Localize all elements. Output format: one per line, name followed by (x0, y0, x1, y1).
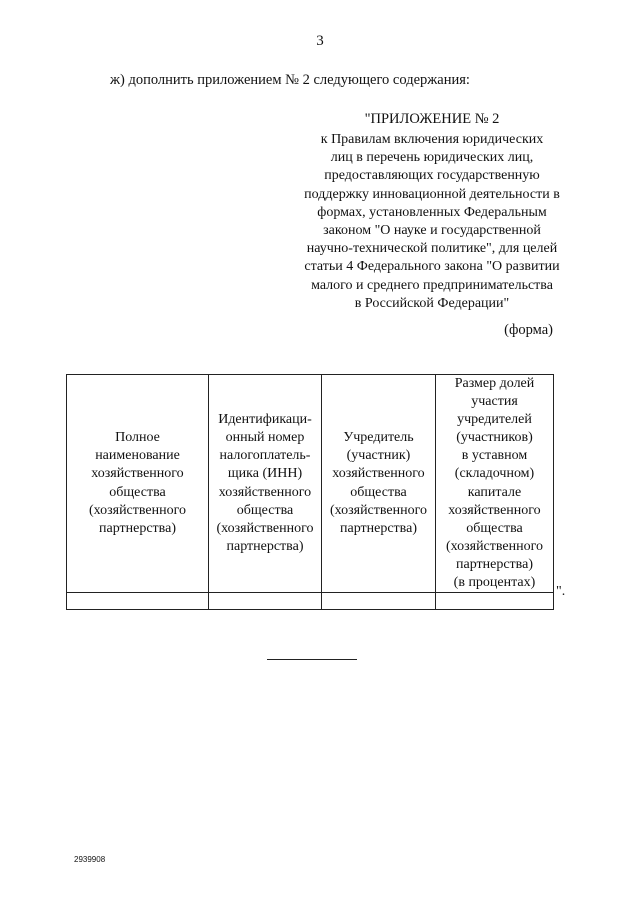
appendix-subtitle-line: лиц в перечень юридических лиц, (330, 150, 534, 166)
header-cell-inn (209, 375, 322, 593)
header-line: налогоплатель- (219, 448, 311, 464)
header-line: (хозяйственного (445, 538, 544, 554)
document-code: 2939908 (74, 855, 106, 864)
header-line: наименование (95, 448, 180, 464)
table-cell (322, 593, 436, 610)
header-line: Идентификаци- (218, 412, 312, 428)
table-cell (67, 593, 209, 610)
appendix-subtitle-line: к Правилам включения юридических (320, 132, 544, 147)
header-line: (хозяйственного (88, 502, 187, 518)
header-line: Полное (115, 430, 160, 446)
header-line: хозяйственного (332, 466, 425, 482)
header-line: щика (ИНН) (227, 466, 303, 482)
appendix-subtitle-line: научно-технической политике", для целей (306, 241, 558, 257)
appendix-subtitle-line: предоставляющих государственную (324, 168, 540, 184)
header-line: учредителей (457, 412, 532, 428)
header-cell-founder (322, 375, 436, 593)
header-line: партнерства) (99, 520, 176, 536)
header-line: хозяйственного (448, 502, 541, 518)
table-empty-row (67, 593, 554, 610)
header-line: участия (471, 394, 518, 410)
header-line: общества (466, 520, 523, 536)
header-line: хозяйственного (218, 484, 312, 500)
appendix-subtitle-line: формах, установленных Федеральным (317, 204, 547, 220)
header-line: общества (109, 484, 166, 500)
appendix-title: "ПРИЛОЖЕНИЕ № 2 (364, 111, 500, 127)
header-line: хозяйственного (91, 466, 184, 482)
appendix-subtitle-line: в Российской Федерации" (354, 295, 510, 311)
header-line: Размер долей (454, 376, 535, 391)
header-line: общества (350, 484, 407, 500)
appendix-subtitle-line: поддержку инновационной деятельности в (304, 186, 560, 202)
header-line: в уставном (461, 448, 528, 464)
header-line: капитале (467, 484, 522, 500)
header-cell-company-name (67, 375, 209, 593)
appendix-subtitle-line: статьи 4 Федерального закона "О развитии (304, 259, 560, 275)
header-line: онный номер (225, 430, 305, 446)
header-cell-share-size (436, 375, 554, 593)
closing-quote: ". (556, 584, 566, 599)
header-line: (хозяйственного (329, 502, 428, 518)
appendix-subtitle-line: законом "О науке и государственной (323, 223, 541, 239)
header-line: (в процентах) (453, 575, 536, 591)
header-line: Учредитель (343, 430, 414, 446)
header-line: общества (236, 502, 294, 518)
amendment-intro: ж) дополнить приложением № 2 следующего содержания: (110, 72, 470, 88)
appendix-subtitle-line: малого и среднего предпринимательства (311, 277, 553, 293)
divider-line (267, 659, 357, 660)
header-line: партнерства) (340, 520, 417, 536)
header-line: (участников) (456, 430, 533, 446)
header-line: партнерства) (456, 556, 533, 572)
appendix-subtitle (272, 131, 592, 313)
page-number: 3 (316, 33, 324, 49)
table-cell (209, 593, 322, 610)
header-line: (складочном) (454, 466, 535, 482)
header-line: (хозяйственного (216, 520, 314, 536)
table-cell (436, 593, 554, 610)
form-label: (форма) (504, 322, 553, 338)
header-line: партнерства) (226, 538, 304, 554)
header-line: (участник) (346, 448, 411, 464)
form-table (66, 374, 554, 610)
table-header-row (67, 375, 554, 593)
